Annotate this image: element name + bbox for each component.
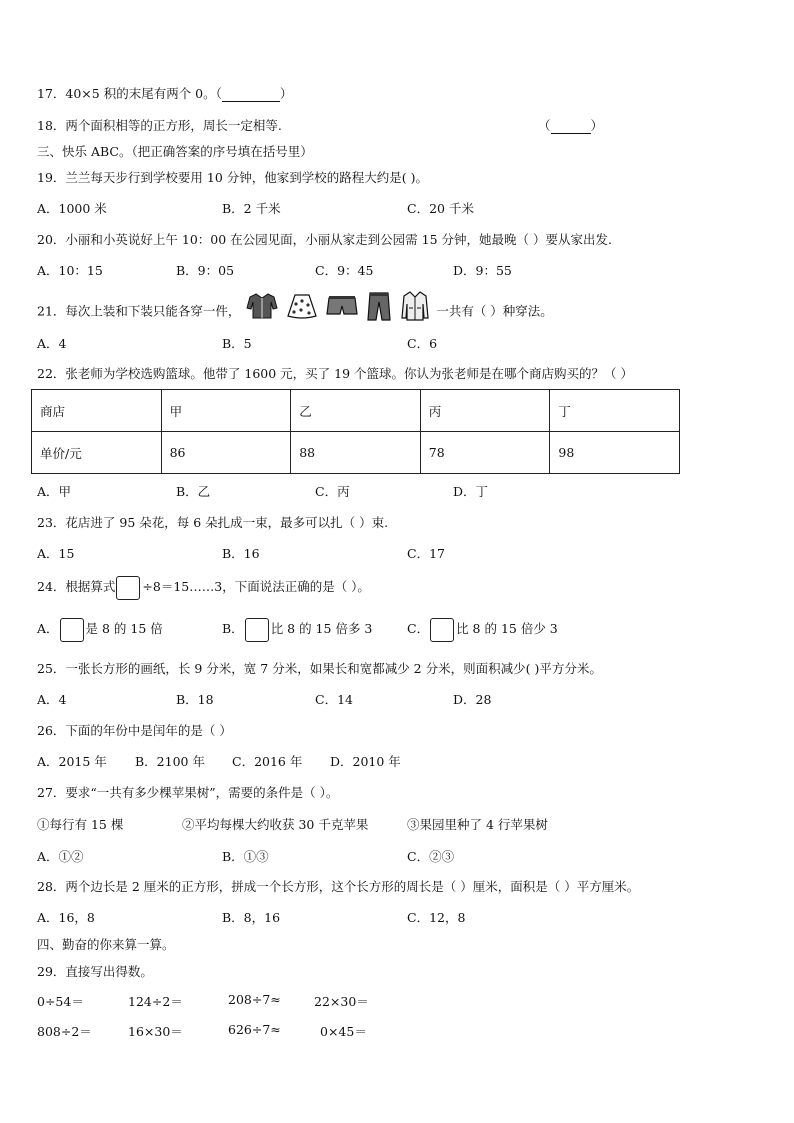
option-c[interactable] xyxy=(407,616,558,642)
option-a[interactable]: A．10：15 xyxy=(37,263,103,278)
question-23-text: 23．花店进了 95 朵花，每 6 朵扎成一束，最多可以扎（ ）束. xyxy=(37,515,389,530)
option-d[interactable]: D．9：55 xyxy=(453,263,512,278)
question-22-text: 22．张老师为学校选购篮球。他带了 1600 元，买了 19 个篮球。你认为张老师是在哪个商店购买的？（ ） xyxy=(37,366,633,381)
calc-item: 0×45＝ xyxy=(320,1024,367,1039)
blank-box xyxy=(116,576,140,600)
calc-item: 16×30＝ xyxy=(128,1024,183,1039)
option-b[interactable]: B．18 xyxy=(176,692,214,707)
question-24-suffix: ÷8＝15……3，下面说法正确的是（ ）。 xyxy=(142,579,370,594)
condition-1: ①每行有 15 棵 xyxy=(37,817,124,832)
option-a[interactable]: A．甲 xyxy=(37,484,72,499)
question-26-text: 26．下面的年份中是闰年的是（ ） xyxy=(37,723,232,738)
calc-item: 22×30＝ xyxy=(314,994,369,1009)
section-3-heading: 三、快乐 ABC。（把正确答案的序号填在括号里） xyxy=(37,144,313,159)
option-b[interactable] xyxy=(222,616,372,642)
section-4-heading: 四、勤奋的你来算一算。 xyxy=(37,937,175,952)
question-17-text: 17．40×5 积的末尾有两个 0。（ xyxy=(37,86,222,101)
paren-open: （ xyxy=(538,118,551,133)
table-cell: 78 xyxy=(420,432,550,474)
shorts-icon xyxy=(326,292,358,332)
option-b[interactable]: B．9：05 xyxy=(176,263,235,278)
option-c[interactable]: C．6 xyxy=(407,336,438,351)
option-label: A． xyxy=(37,621,59,636)
question-24 xyxy=(37,574,370,600)
skirt-icon xyxy=(286,292,318,332)
option-a[interactable]: A．16，8 xyxy=(37,910,95,925)
question-18 xyxy=(37,116,282,134)
condition-3: ③果园里种了 4 行苹果树 xyxy=(407,817,548,832)
option-b[interactable]: B．16 xyxy=(222,546,260,561)
question-20-text: 20．小丽和小英说好上午 10：00 在公园见面，小丽从家走到公园需 15 分钟，她最晚（ ）要从家出发. xyxy=(37,232,612,247)
option-a[interactable]: A．①② xyxy=(37,849,84,864)
option-c[interactable]: C．2016 年 xyxy=(232,754,303,769)
option-a[interactable]: A．4 xyxy=(37,692,67,707)
paren-close: ） xyxy=(590,118,604,133)
blank-box xyxy=(245,618,269,642)
option-a[interactable] xyxy=(37,616,163,642)
table-cell: 86 xyxy=(161,432,291,474)
table-cell: 丁 xyxy=(550,390,680,432)
option-d[interactable]: D．丁 xyxy=(453,484,489,499)
option-c[interactable]: C．丙 xyxy=(315,484,350,499)
question-27-text: 27．要求“一共有多少棵苹果树”，需要的条件是（ ）。 xyxy=(37,785,339,800)
option-text: 比 8 的 15 倍多 3 xyxy=(270,621,373,636)
option-label: C． xyxy=(407,621,430,636)
option-b[interactable]: B．2100 年 xyxy=(135,754,205,769)
calc-item: 208÷7≈ xyxy=(228,992,281,1007)
table-cell: 乙 xyxy=(291,390,421,432)
question-17 xyxy=(37,84,292,102)
question-29-text: 29．直接写出得数。 xyxy=(37,964,153,979)
condition-2: ②平均每棵大约收获 30 千克苹果 xyxy=(182,817,369,832)
question-28-text: 28．两个边长是 2 厘米的正方形，拼成一个长方形，这个长方形的周长是（ ）厘米，面积是（ ）平方厘米。 xyxy=(37,879,640,894)
question-21-suffix: 一共有（ ）种穿法。 xyxy=(436,303,553,319)
table-cell: 88 xyxy=(291,432,421,474)
option-text: 比 8 的 15 倍少 3 xyxy=(456,621,558,636)
pants-icon xyxy=(366,291,392,333)
calc-item: 124÷2＝ xyxy=(128,994,183,1009)
question-21 xyxy=(37,290,553,322)
question-19-text: 19．兰兰每天步行到学校要用 10 分钟，他家到学校的路程大约是( )。 xyxy=(37,170,428,185)
option-d[interactable]: D．2010 年 xyxy=(330,754,401,769)
answer-blank[interactable] xyxy=(551,118,591,134)
option-b[interactable]: B．5 xyxy=(222,336,252,351)
table-row xyxy=(32,390,680,432)
option-c[interactable]: C．14 xyxy=(315,692,353,707)
option-b[interactable]: B．①③ xyxy=(222,849,269,864)
table-cell: 单价/元 xyxy=(32,432,162,474)
option-a[interactable]: A．4 xyxy=(37,336,67,351)
question-18-answer xyxy=(538,116,603,134)
option-a[interactable]: A．15 xyxy=(37,546,75,561)
option-c[interactable]: C．20 千米 xyxy=(407,201,474,216)
option-b[interactable]: B．8，16 xyxy=(222,910,281,925)
calc-item: 626÷7≈ xyxy=(228,1022,281,1037)
blank-box xyxy=(430,618,454,642)
jacket-icon xyxy=(246,292,278,332)
coat-icon xyxy=(400,290,430,334)
table-row xyxy=(32,432,680,474)
option-b[interactable]: B．2 千米 xyxy=(222,201,281,216)
calc-item: 808÷2＝ xyxy=(37,1024,92,1039)
price-table xyxy=(31,389,680,474)
question-18-text: 18．两个面积相等的正方形，周长一定相等. xyxy=(37,118,282,133)
table-cell: 商店 xyxy=(32,390,162,432)
option-a[interactable]: A．2015 年 xyxy=(37,754,107,769)
blank-box xyxy=(60,618,84,642)
option-label: B． xyxy=(222,621,244,636)
table-cell: 丙 xyxy=(420,390,550,432)
paren-close: ） xyxy=(279,86,293,101)
calc-item: 0÷54＝ xyxy=(37,994,84,1009)
option-b[interactable]: B．乙 xyxy=(176,484,211,499)
option-c[interactable]: C．②③ xyxy=(407,849,455,864)
table-cell: 98 xyxy=(550,432,680,474)
table-cell: 甲 xyxy=(161,390,291,432)
question-21-prefix: 21．每次上装和下装只能各穿一件， xyxy=(37,303,241,319)
option-d[interactable]: D．28 xyxy=(453,692,492,707)
question-24-prefix: 24．根据算式 xyxy=(37,579,116,594)
option-text: 是 8 的 15 倍 xyxy=(85,621,163,636)
option-c[interactable]: C．12，8 xyxy=(407,910,466,925)
option-a[interactable]: A．1000 米 xyxy=(37,201,107,216)
option-c[interactable]: C．9：45 xyxy=(315,263,374,278)
question-25-text: 25．一张长方形的画纸，长 9 分米，宽 7 分米，如果长和宽都减少 2 分米，则面积减少( )平方分米。 xyxy=(37,661,602,676)
answer-blank[interactable] xyxy=(222,86,280,102)
option-c[interactable]: C．17 xyxy=(407,546,445,561)
